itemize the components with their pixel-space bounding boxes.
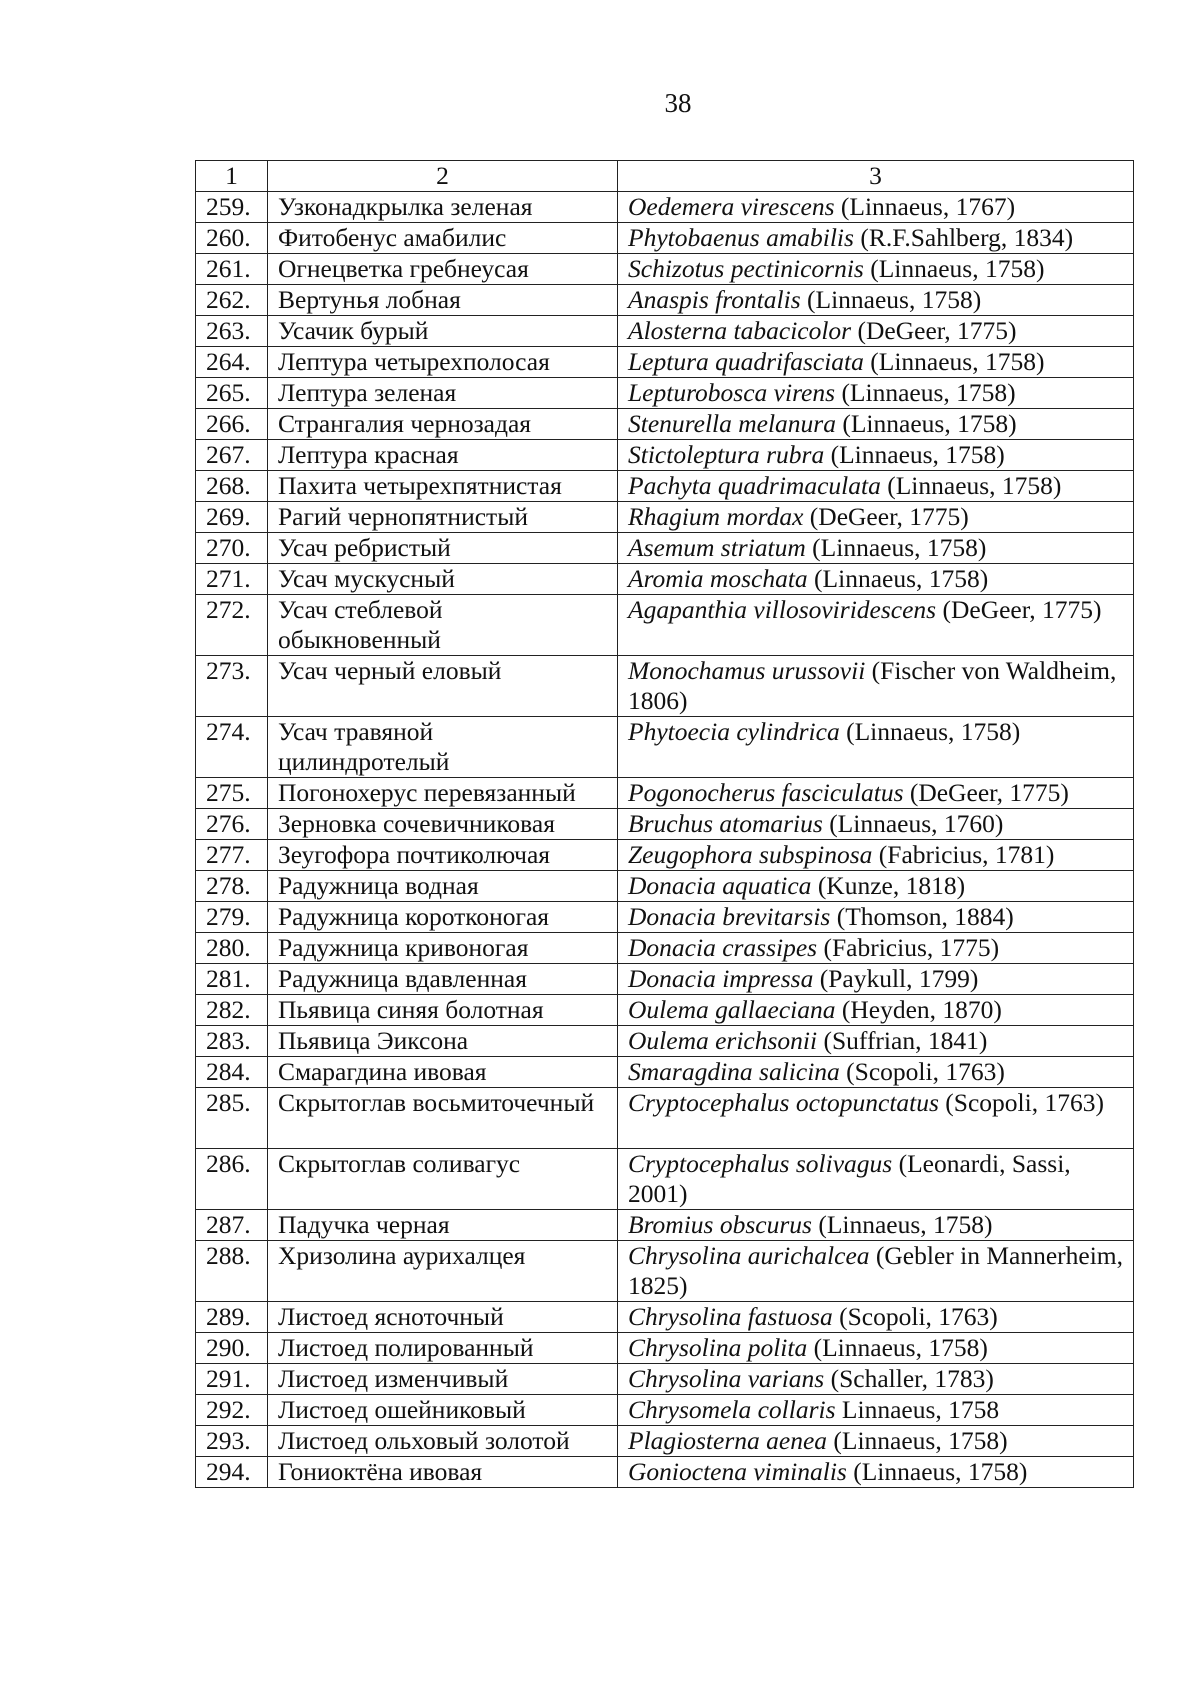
russian-name: Зеугофора почтиколючая <box>268 840 618 871</box>
table-row <box>196 1426 1134 1457</box>
table-row <box>196 409 1134 440</box>
latin-name: Stenurella melanura <box>628 409 836 438</box>
column-header-russian-name: 2 <box>268 161 618 192</box>
species-author: (Linnaeus, 1758) <box>800 285 982 314</box>
latin-name: Alosterna tabacicolor <box>628 316 852 345</box>
row-number: 267. <box>196 440 268 471</box>
species-author: (Linnaeus, 1758) <box>811 1210 993 1239</box>
species-author: (DeGeer, 1775) <box>936 595 1102 624</box>
table-row <box>196 1241 1134 1302</box>
table-row <box>196 717 1134 778</box>
latin-name: Oulema gallaeciana <box>628 995 836 1024</box>
row-number: 284. <box>196 1057 268 1088</box>
russian-name: Пьявица Эиксона <box>268 1026 618 1057</box>
species-author: (Fabricius, 1781) <box>872 840 1055 869</box>
latin-name-cell <box>618 1364 1134 1395</box>
row-number: 279. <box>196 902 268 933</box>
latin-name: Chrysolina polita <box>628 1333 808 1362</box>
row-number: 292. <box>196 1395 268 1426</box>
species-author: (Gebler in Mannerheim, 1825) <box>628 1241 1124 1300</box>
latin-name: Donacia crassipes <box>628 933 818 962</box>
species-author: (DeGeer, 1775) <box>851 316 1017 345</box>
latin-name-cell <box>618 254 1134 285</box>
table-row <box>196 471 1134 502</box>
latin-name: Cryptocephalus solivagus <box>628 1149 893 1178</box>
russian-name: Радужница кривоногая <box>268 933 618 964</box>
latin-name-cell <box>618 1241 1134 1302</box>
table-row <box>196 902 1134 933</box>
latin-name: Pachyta quadrimaculata <box>628 471 881 500</box>
russian-name: Усачик бурый <box>268 316 618 347</box>
latin-name: Oedemera virescens <box>628 192 835 221</box>
latin-name: Chrysomela collaris <box>628 1395 836 1424</box>
species-author: (Leonardi, Sassi, 2001) <box>628 1149 1071 1208</box>
latin-name: Asemum striatum <box>628 533 806 562</box>
species-author: (Kunze, 1818) <box>811 871 966 900</box>
latin-name-cell <box>618 564 1134 595</box>
russian-name: Смарагдина ивовая <box>268 1057 618 1088</box>
column-header-latin-name: 3 <box>618 161 1134 192</box>
latin-name: Pogonocherus fasciculatus <box>628 778 904 807</box>
latin-name: Phytoecia cylindrica <box>628 717 840 746</box>
table-row <box>196 347 1134 378</box>
table-row <box>196 1088 1134 1149</box>
table-row <box>196 564 1134 595</box>
russian-name: Усач стеблевой обыкновенный <box>268 595 618 656</box>
latin-name: Lepturobosca virens <box>628 378 836 407</box>
russian-name: Усач черный еловый <box>268 656 618 717</box>
latin-name: Smaragdina salicina <box>628 1057 840 1086</box>
latin-name: Aromia moschata <box>628 564 808 593</box>
species-author: (Linnaeus, 1758) <box>835 378 1016 407</box>
latin-name: Chrysolina fastuosa <box>628 1302 833 1331</box>
latin-name-cell <box>618 964 1134 995</box>
species-author: (Linnaeus, 1758) <box>835 409 1017 438</box>
row-number: 270. <box>196 533 268 564</box>
latin-name: Monochamus urussovii <box>628 656 866 685</box>
species-author: (Linnaeus, 1758) <box>839 717 1021 746</box>
row-number: 276. <box>196 809 268 840</box>
table-row <box>196 285 1134 316</box>
latin-name-cell <box>618 595 1134 656</box>
table-row <box>196 1210 1134 1241</box>
latin-name: Chrysolina varians <box>628 1364 825 1393</box>
russian-name: Узконадкрылка зеленая <box>268 192 618 223</box>
latin-name-cell <box>618 1088 1134 1149</box>
latin-name-cell <box>618 656 1134 717</box>
latin-name-cell <box>618 1457 1134 1488</box>
latin-name: Stictoleptura rubra <box>628 440 825 469</box>
species-author: (Scopoli, 1763) <box>832 1302 998 1331</box>
russian-name: Погонохерус перевязанный <box>268 778 618 809</box>
row-number: 291. <box>196 1364 268 1395</box>
row-number: 293. <box>196 1426 268 1457</box>
latin-name-cell <box>618 409 1134 440</box>
table-row <box>196 964 1134 995</box>
latin-name-cell <box>618 1426 1134 1457</box>
russian-name: Листоед полированный <box>268 1333 618 1364</box>
latin-name-cell <box>618 378 1134 409</box>
row-number: 289. <box>196 1302 268 1333</box>
russian-name: Скрытоглав соливагус <box>268 1149 618 1210</box>
latin-name-cell <box>618 871 1134 902</box>
table-body <box>196 192 1134 1488</box>
species-author: (Linnaeus, 1758) <box>805 533 987 562</box>
latin-name: Agapanthia villosoviridescens <box>628 595 937 624</box>
latin-name-cell <box>618 778 1134 809</box>
latin-name-cell <box>618 192 1134 223</box>
row-number: 294. <box>196 1457 268 1488</box>
table-row <box>196 778 1134 809</box>
row-number: 290. <box>196 1333 268 1364</box>
species-author: (Suffrian, 1841) <box>817 1026 988 1055</box>
latin-name: Oulema erichsonii <box>628 1026 818 1055</box>
latin-name: Chrysolina aurichalcea <box>628 1241 870 1270</box>
species-author: (Fabricius, 1775) <box>817 933 1000 962</box>
latin-name: Anaspis frontalis <box>628 285 801 314</box>
russian-name: Листоед ясноточный <box>268 1302 618 1333</box>
russian-name: Лептура зеленая <box>268 378 618 409</box>
latin-name: Donacia impressa <box>628 964 814 993</box>
russian-name: Хризолина аурихалцея <box>268 1241 618 1302</box>
table-row <box>196 840 1134 871</box>
russian-name: Радужница вдавленная <box>268 964 618 995</box>
row-number: 277. <box>196 840 268 871</box>
latin-name: Phytobaenus amabilis <box>628 223 854 252</box>
table-row <box>196 1457 1134 1488</box>
russian-name: Листоед ольховый золотой <box>268 1426 618 1457</box>
table-row <box>196 1333 1134 1364</box>
row-number: 264. <box>196 347 268 378</box>
russian-name: Листоед ошейниковый <box>268 1395 618 1426</box>
species-author: (Linnaeus, 1758) <box>880 471 1062 500</box>
table-row <box>196 533 1134 564</box>
species-author: (Linnaeus, 1758) <box>863 254 1045 283</box>
latin-name: Rhagium mordax <box>628 502 804 531</box>
russian-name: Огнецветка гребнеусая <box>268 254 618 285</box>
row-number: 275. <box>196 778 268 809</box>
latin-name-cell <box>618 717 1134 778</box>
species-author: (DeGeer, 1775) <box>903 778 1069 807</box>
species-author: (Fischer von Waldheim, 1806) <box>628 656 1117 715</box>
russian-name: Пахита четырехпятнистая <box>268 471 618 502</box>
latin-name: Cryptocephalus octopunctatus <box>628 1088 939 1117</box>
latin-name-cell <box>618 809 1134 840</box>
table-row <box>196 1364 1134 1395</box>
latin-name-cell <box>618 440 1134 471</box>
russian-name: Усач ребристый <box>268 533 618 564</box>
table-row <box>196 254 1134 285</box>
species-author: (Thomson, 1884) <box>830 902 1014 931</box>
species-author: (Linnaeus, 1758) <box>827 1426 1008 1455</box>
latin-name-cell <box>618 1302 1134 1333</box>
latin-name: Leptura quadrifasciata <box>628 347 864 376</box>
species-author: (Scopoli, 1763) <box>839 1057 1005 1086</box>
russian-name: Рагий чернопятнистый <box>268 502 618 533</box>
table-row <box>196 656 1134 717</box>
row-number: 282. <box>196 995 268 1026</box>
latin-name-cell <box>618 902 1134 933</box>
row-number: 286. <box>196 1149 268 1210</box>
row-number: 287. <box>196 1210 268 1241</box>
latin-name: Gonioctena viminalis <box>628 1457 847 1486</box>
row-number: 265. <box>196 378 268 409</box>
russian-name: Листоед изменчивый <box>268 1364 618 1395</box>
species-author: (Linnaeus, 1758) <box>846 1457 1028 1486</box>
table-row <box>196 223 1134 254</box>
table-row <box>196 871 1134 902</box>
russian-name: Усач травяной цилиндротелый <box>268 717 618 778</box>
species-author: (DeGeer, 1775) <box>803 502 969 531</box>
table-row <box>196 809 1134 840</box>
table-header-row <box>196 161 1134 192</box>
row-number: 281. <box>196 964 268 995</box>
row-number: 262. <box>196 285 268 316</box>
latin-name-cell <box>618 316 1134 347</box>
latin-name: Bromius obscurus <box>628 1210 812 1239</box>
latin-name-cell <box>618 1210 1134 1241</box>
species-author: (Scopoli, 1763) <box>938 1088 1104 1117</box>
row-number: 285. <box>196 1088 268 1149</box>
latin-name-cell <box>618 1026 1134 1057</box>
row-number: 278. <box>196 871 268 902</box>
latin-name: Schizotus pectinicornis <box>628 254 864 283</box>
latin-name-cell <box>618 1149 1134 1210</box>
russian-name: Падучка черная <box>268 1210 618 1241</box>
table-row <box>196 440 1134 471</box>
russian-name: Радужница коротконогая <box>268 902 618 933</box>
latin-name-cell <box>618 995 1134 1026</box>
species-author: (Linnaeus, 1758) <box>824 440 1005 469</box>
latin-name-cell <box>618 223 1134 254</box>
species-author: (Paykull, 1799) <box>813 964 979 993</box>
row-number: 283. <box>196 1026 268 1057</box>
table-row <box>196 502 1134 533</box>
species-author: (Linnaeus, 1758) <box>807 564 989 593</box>
species-author: (Linnaeus, 1758) <box>863 347 1045 376</box>
row-number: 288. <box>196 1241 268 1302</box>
russian-name: Странгалия чернозадая <box>268 409 618 440</box>
species-author: (Linnaeus, 1758) <box>807 1333 988 1362</box>
table-row <box>196 995 1134 1026</box>
species-author: (Schaller, 1783) <box>824 1364 994 1393</box>
russian-name: Фитобенус амабилис <box>268 223 618 254</box>
row-number: 268. <box>196 471 268 502</box>
latin-name-cell <box>618 533 1134 564</box>
table-row <box>196 1149 1134 1210</box>
russian-name: Вертунья лобная <box>268 285 618 316</box>
russian-name: Усач мускусный <box>268 564 618 595</box>
page-number: 38 <box>664 88 692 118</box>
latin-name: Zeugophora subspinosa <box>628 840 873 869</box>
russian-name: Пьявица синяя болотная <box>268 995 618 1026</box>
latin-name-cell <box>618 1333 1134 1364</box>
latin-name-cell <box>618 1395 1134 1426</box>
species-table <box>195 160 1134 1488</box>
species-author: (Linnaeus, 1760) <box>822 809 1004 838</box>
latin-name-cell <box>618 285 1134 316</box>
table-row <box>196 1302 1134 1333</box>
species-author: (Heyden, 1870) <box>835 995 1002 1024</box>
row-number: 261. <box>196 254 268 285</box>
table-row <box>196 192 1134 223</box>
row-number: 269. <box>196 502 268 533</box>
latin-name: Plagiosterna aenea <box>628 1426 828 1455</box>
column-header-number: 1 <box>196 161 268 192</box>
russian-name: Скрытоглав восьмиточечный <box>268 1088 618 1149</box>
latin-name-cell <box>618 1057 1134 1088</box>
table-row <box>196 1026 1134 1057</box>
latin-name: Donacia aquatica <box>628 871 812 900</box>
row-number: 271. <box>196 564 268 595</box>
row-number: 280. <box>196 933 268 964</box>
russian-name: Радужница водная <box>268 871 618 902</box>
russian-name: Зерновка сочевичниковая <box>268 809 618 840</box>
latin-name-cell <box>618 933 1134 964</box>
row-number: 259. <box>196 192 268 223</box>
russian-name: Гониоктёна ивовая <box>268 1457 618 1488</box>
row-number: 272. <box>196 595 268 656</box>
row-number: 260. <box>196 223 268 254</box>
table-row <box>196 316 1134 347</box>
row-number: 274. <box>196 717 268 778</box>
latin-name: Donacia brevitarsis <box>628 902 831 931</box>
latin-name: Bruchus atomarius <box>628 809 823 838</box>
latin-name-cell <box>618 471 1134 502</box>
table-row <box>196 378 1134 409</box>
table-row <box>196 933 1134 964</box>
russian-name: Лептура красная <box>268 440 618 471</box>
row-number: 266. <box>196 409 268 440</box>
species-author: (Linnaeus, 1767) <box>834 192 1016 221</box>
table-row <box>196 1057 1134 1088</box>
latin-name-cell <box>618 502 1134 533</box>
russian-name: Лептура четырехполосая <box>268 347 618 378</box>
species-author: (R.F.Sahlberg, 1834) <box>853 223 1074 252</box>
row-number: 273. <box>196 656 268 717</box>
row-number: 263. <box>196 316 268 347</box>
latin-name-cell <box>618 347 1134 378</box>
table-row <box>196 1395 1134 1426</box>
table-row <box>196 595 1134 656</box>
species-author: Linnaeus, 1758 <box>835 1395 1000 1424</box>
latin-name-cell <box>618 840 1134 871</box>
